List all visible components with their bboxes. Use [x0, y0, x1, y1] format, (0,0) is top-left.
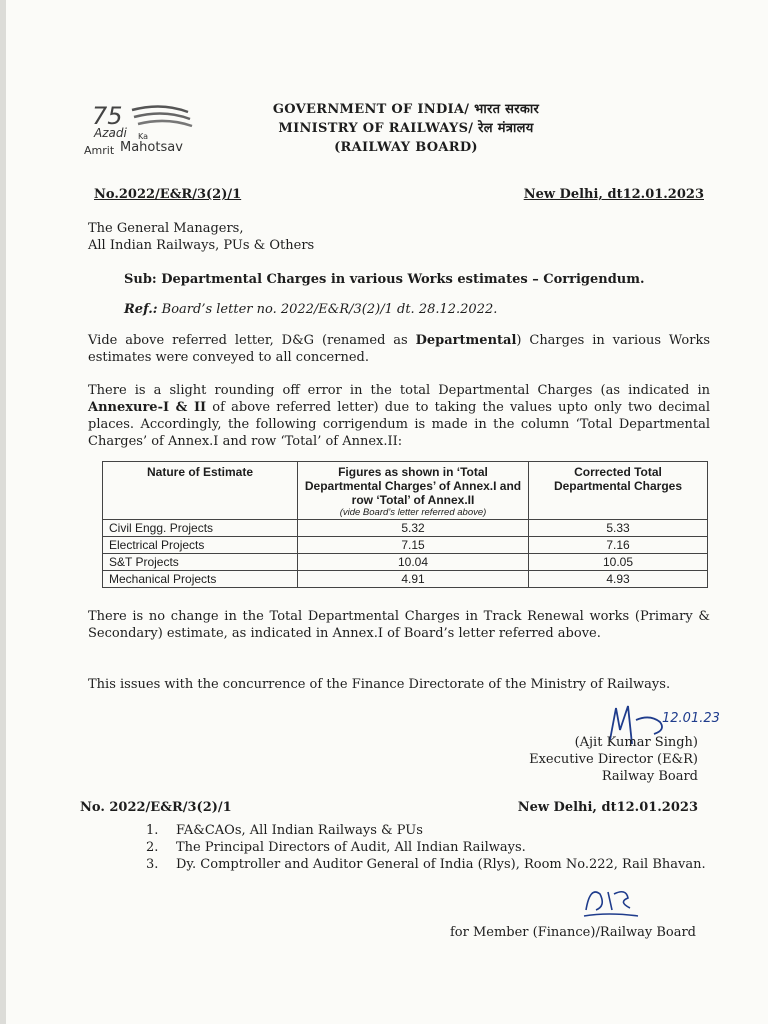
- initials-scrawl-icon: [578, 880, 648, 924]
- cell-nature: Electrical Projects: [103, 537, 298, 554]
- paragraph-1-text-a: Vide above referred letter, D&G (renamed as: [88, 333, 416, 348]
- copy-letter-number: No. 2022/E&R/3(2)/1: [80, 800, 232, 815]
- list-item-text: Dy. Comptroller and Auditor General of India (Rlys), Room No.222, Rail Bhavan.: [176, 857, 706, 872]
- copy-to-list: [146, 822, 706, 873]
- list-item: [146, 822, 706, 839]
- letterhead: [246, 100, 566, 157]
- for-member-finance: for Member (Finance)/Railway Board: [449, 925, 696, 940]
- reference-label: Ref.:: [124, 302, 158, 317]
- table-row: [103, 571, 708, 588]
- addressee: [88, 220, 314, 254]
- reference-line: [124, 302, 497, 317]
- cell-nature: Mechanical Projects: [103, 571, 298, 588]
- cell-corrected: 4.93: [529, 571, 708, 588]
- letter-date: New Delhi, dt12.01.2023: [523, 187, 704, 202]
- signatory-office: Railway Board: [601, 769, 698, 784]
- cell-shown: 4.91: [298, 571, 529, 588]
- list-item-text: The Principal Directors of Audit, All Indian Railways.: [176, 840, 526, 855]
- paragraph-2-text-a: There is a slight rounding off error in the total Departmental Charges (as indicated in: [88, 383, 710, 398]
- paragraph-2-bold: Annexure-I & II: [88, 400, 207, 415]
- cell-shown: 5.32: [298, 520, 529, 537]
- cell-shown: 7.15: [298, 537, 529, 554]
- cell-nature: S&T Projects: [103, 554, 298, 571]
- list-item: [146, 856, 706, 873]
- logo-amrit: Amrit: [84, 144, 115, 157]
- azadi-ka-amrit-mahotsav-logo: [84, 100, 214, 162]
- copy-letter-date: New Delhi, dt12.01.2023: [517, 800, 698, 815]
- cell-corrected: 10.05: [529, 554, 708, 571]
- cell-nature: Civil Engg. Projects: [103, 520, 298, 537]
- logo-azadi: Azadi: [94, 126, 127, 140]
- header-figures-shown-text: Figures as shown in ‘Total Departmental Charges’ of Annex.I and row ‘Total’ of Annex.II: [304, 465, 522, 507]
- reference-text: Board’s letter no. 2022/E&R/3(2)/1 dt. 28.12.2022.: [157, 302, 498, 317]
- letterhead-board: (RAILWAY BOARD): [334, 140, 478, 155]
- signatory-block: [529, 734, 698, 785]
- paragraph-3: There is no change in the Total Departmental Charges in Track Renewal works (Primary & Secondary) estimate, as indicated in Annex.I of Board’s letter referred above.: [88, 609, 710, 641]
- paragraph-1: [88, 332, 710, 366]
- handwritten-initials: [578, 880, 648, 928]
- addressee-line-2: All Indian Railways, PUs & Others: [88, 238, 315, 253]
- paragraph-1-bold: Departmental: [415, 333, 517, 348]
- signatory-name: (Ajit Kumar Singh): [574, 735, 698, 750]
- letter-number: No.2022/E&R/3(2)/1: [94, 187, 242, 202]
- table-row: [103, 537, 708, 554]
- letterhead-ministry: MINISTRY OF RAILWAYS/ रेल मंत्रालय: [278, 121, 534, 136]
- cell-shown: 10.04: [298, 554, 529, 571]
- signature-date: 12.01.23: [662, 711, 720, 726]
- header-figures-shown-note: (vide Board’s letter referred above): [339, 507, 487, 518]
- paragraph-2-text-c: of above referred letter) due to taking the values upto only two decimal places. Accordingly, the following corrigendum is made in the column ‘Total Departmental Charges’ of Annex.I and row ‘Total’ of Annex.II:: [88, 400, 710, 449]
- cell-corrected: 5.33: [529, 520, 708, 537]
- subject-line: Sub: Departmental Charges in various Works estimates – Corrigendum.: [124, 272, 645, 287]
- paragraph-1-text-c: ) Charges in various Works estimates were conveyed to all concerned.: [88, 333, 710, 365]
- paragraph-4: This issues with the concurrence of the Finance Directorate of the Ministry of Railways.: [88, 677, 671, 692]
- logo-ka: Ka: [138, 132, 149, 141]
- addressee-line-1: The General Managers,: [88, 221, 244, 236]
- signatory-designation: Executive Director (E&R): [529, 752, 698, 767]
- logo-number: 75: [92, 102, 123, 130]
- list-item: [146, 839, 706, 856]
- letterhead-government: GOVERNMENT OF INDIA/ भारत सरकार: [272, 102, 540, 117]
- list-item-number: 2.: [146, 840, 159, 855]
- cell-corrected: 7.16: [529, 537, 708, 554]
- list-item-number: 3.: [146, 857, 159, 872]
- header-corrected-total: Corrected Total Departmental Charges: [529, 462, 708, 520]
- paragraph-2: [88, 382, 710, 450]
- table-header-row: [103, 462, 708, 520]
- table-row: [103, 554, 708, 571]
- header-figures-shown: [298, 462, 529, 520]
- logo-mahotsav: Mahotsav: [120, 140, 183, 155]
- list-item-text: FA&CAOs, All Indian Railways & PUs: [176, 823, 423, 838]
- list-item-number: 1.: [146, 823, 159, 838]
- corrigendum-table: [102, 461, 708, 588]
- header-nature-of-estimate: Nature of Estimate: [103, 462, 298, 520]
- table-row: [103, 520, 708, 537]
